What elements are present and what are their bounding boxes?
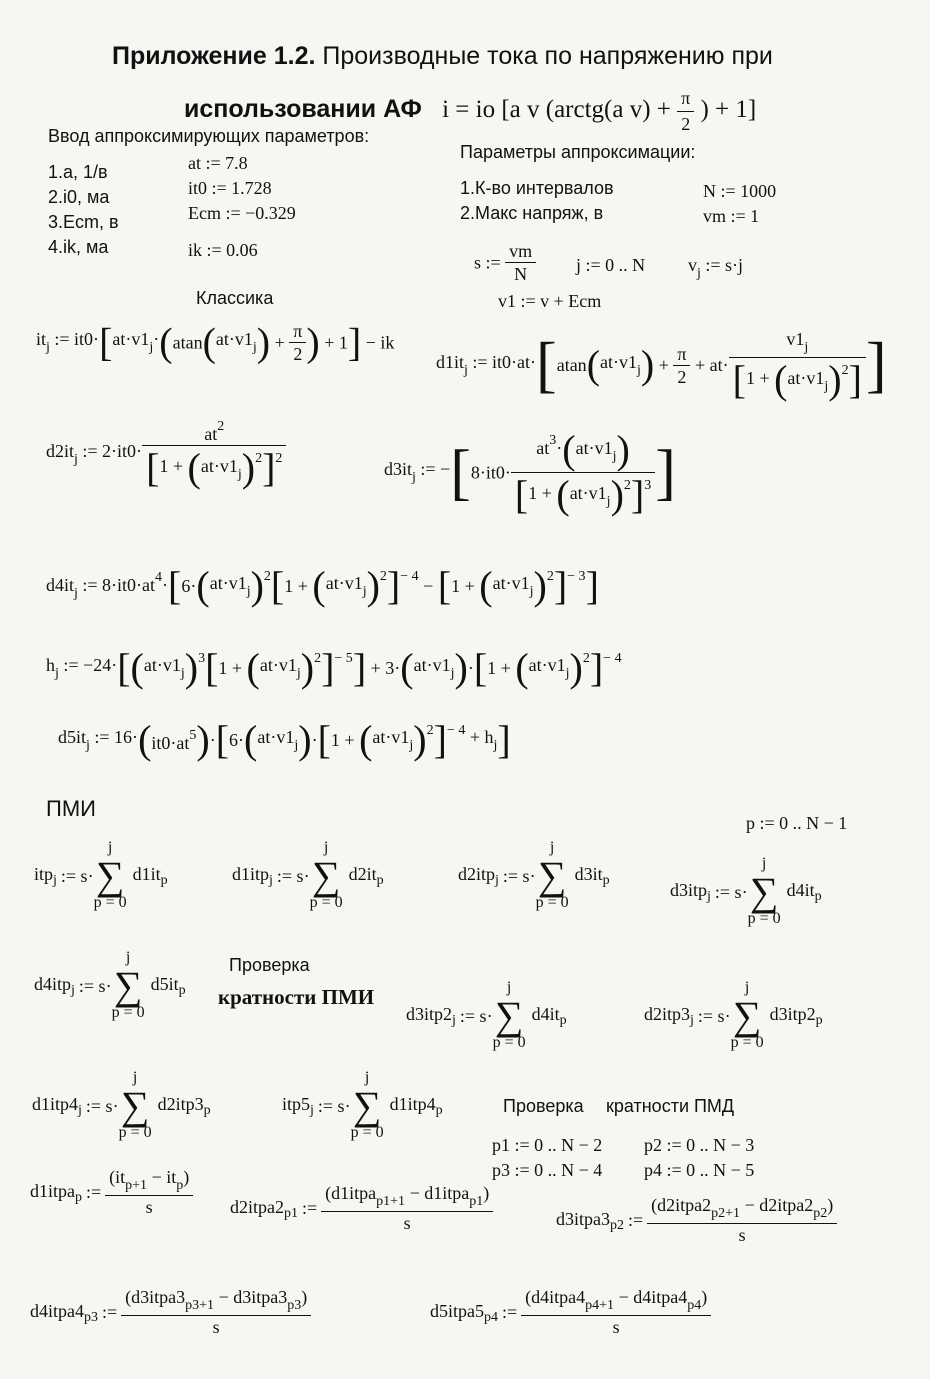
sigma-operator — [351, 1070, 384, 1142]
pmi-heading: ПМИ — [46, 796, 96, 821]
sum-arg: d2it — [348, 864, 377, 885]
diff-lhs-wrap — [430, 1299, 498, 1325]
sum-lower: p = 0 — [535, 893, 569, 911]
diff-num-a: (d4itpa4 — [525, 1287, 586, 1307]
sum-arg: d1it — [132, 864, 161, 885]
sum-lhs-sub: j — [269, 873, 273, 889]
diff-formula — [430, 1288, 711, 1336]
diff-num-b-sub: p2 — [813, 1206, 828, 1221]
diff-formula — [230, 1184, 493, 1232]
sum-lhs-wrap — [282, 1092, 314, 1119]
diff-assign: := — [102, 1302, 118, 1322]
approx-value: N := 1000 — [703, 181, 777, 201]
sum-arg-sub: p — [815, 1013, 823, 1029]
check2-label: Проверка — [503, 1096, 584, 1116]
sum-lhs-wrap — [644, 1002, 694, 1029]
sum-arg-sub: p — [814, 889, 822, 905]
approx-value: vm := 1 — [703, 206, 760, 226]
sum-formula — [458, 840, 610, 912]
two: 2 — [677, 111, 694, 135]
sigma-symbol: ∑ — [352, 1082, 382, 1128]
sum-lhs-sub: j — [53, 873, 57, 889]
sum-lhs-sub: j — [495, 873, 499, 889]
title-af: использовании АФ — [184, 95, 422, 124]
diff-num-b-sub: p4 — [687, 1298, 702, 1313]
sum-assign: := s· — [60, 865, 94, 886]
diff-lhs-wrap — [30, 1179, 82, 1205]
sum-assign: := s· — [697, 1005, 731, 1026]
sum-arg-sub: p — [376, 873, 384, 889]
sum-lhs: d2itp3 — [644, 1004, 691, 1025]
input-label: 1.a, 1/в — [48, 162, 108, 182]
diff-num-close: ) — [183, 1167, 190, 1187]
diff-num-a-sub: p3+1 — [185, 1298, 215, 1313]
sum-formula — [34, 840, 168, 912]
diff-lhs-wrap — [230, 1195, 298, 1221]
sigma-operator — [112, 950, 145, 1022]
sum-arg: d4it — [531, 1004, 560, 1025]
check1-text: кратности ПМИ — [218, 985, 375, 1009]
sum-assign: := s· — [317, 1095, 351, 1116]
diff-num-a: (d2itpa2 — [651, 1195, 712, 1215]
diff-lhs: d1itpa — [30, 1180, 75, 1201]
diff-lhs: d3itpa3 — [556, 1208, 610, 1229]
s-num: vm — [509, 241, 533, 261]
diff-num-a-sub: p+1 — [125, 1178, 148, 1193]
diff-num-a: (d1itpa — [325, 1183, 377, 1203]
sum-arg-wrap — [132, 862, 168, 889]
diff-assign: := — [86, 1182, 102, 1202]
title-formula: i = io [a v (arctg(a v) + — [442, 96, 671, 124]
p2-range: p2 := 0 .. N − 3 — [644, 1135, 755, 1155]
sum-arg: d3it — [574, 864, 603, 885]
sum-arg-sub: p — [178, 983, 186, 999]
check2-text: кратности ПМД — [606, 1096, 735, 1116]
diff-num-b: − d4itpa4 — [614, 1287, 688, 1307]
diff-formula — [30, 1168, 193, 1216]
sum-upper: j — [323, 839, 329, 856]
sum-lhs-sub: j — [707, 889, 711, 905]
sigma-symbol: ∑ — [113, 962, 143, 1008]
sum-arg: d3itp2 — [769, 1004, 816, 1025]
p1-range: p1 := 0 .. N − 2 — [492, 1135, 603, 1155]
d5it-formula: $d5it_j$ := $16\cdot(it0\cdot at^5)\cdot[6\cdot(at\cdot v1_j)\cdot[1 + (at\cdot v1_j)^2]^{- 4} + h_j]$ — [58, 717, 511, 762]
diff-num-a: (d3itpa3 — [125, 1287, 186, 1307]
diff-num-a-sub: p1+1 — [376, 1194, 406, 1209]
d4it-formula: $d4it_j$ := $8\cdot it0\cdot at^4\cdot[6\cdot(at\cdot v1_j)^2[1 + (at\cdot v1_j)^2]^{- 4} - [1 + (at\cdot v1_j)^2]^{- 3}]$ — [46, 563, 599, 608]
diff-denominator: s — [121, 1315, 311, 1336]
sum-lhs: d3itp — [670, 880, 708, 901]
diff-numerator — [321, 1184, 493, 1211]
title-rest: Производные тока по напряжению при — [322, 42, 773, 70]
approx-label: 1.К-во интервалов — [460, 178, 614, 198]
page-title — [112, 42, 773, 71]
sum-lower: p = 0 — [111, 1003, 145, 1021]
sum-arg: d4it — [786, 880, 815, 901]
p-range: p := 0 .. N − 1 — [746, 813, 848, 833]
title-bold: Приложение 1.2. — [112, 42, 316, 70]
sum-lhs-wrap — [34, 862, 57, 889]
diff-lhs-sub: p4 — [484, 1309, 498, 1325]
sum-lhs-wrap — [32, 1092, 82, 1119]
s-definition — [474, 242, 536, 283]
sum-lhs-wrap — [670, 878, 711, 905]
v-lhs: v — [688, 255, 697, 275]
sum-lhs: itp — [34, 864, 54, 885]
diff-numerator — [647, 1196, 837, 1223]
sum-lhs-wrap — [34, 972, 75, 999]
sum-lhs-sub: j — [71, 983, 75, 999]
s-fraction — [505, 242, 536, 283]
sum-arg-wrap — [531, 1002, 567, 1029]
title-pi-over-2 — [677, 88, 694, 135]
v-rhs: := s·j — [705, 255, 744, 275]
input-value: it0 := 1.728 — [188, 178, 272, 198]
sum-formula — [232, 840, 384, 912]
sum-lhs-wrap — [232, 862, 273, 889]
sum-arg: d1itp4 — [389, 1094, 436, 1115]
diff-num-close: ) — [827, 1195, 834, 1215]
sum-assign: := s· — [276, 865, 310, 886]
h-formula: $h_j$ := $-24\cdot[(at\cdot v1_j)^3[1 + (at\cdot v1_j)^2]^{- 5}] + 3\cdot(at\cdot v1_j)\cdot[1 + (at\cdot v1_j)^2]^{- 4}$ — [46, 645, 622, 690]
sum-lower: p = 0 — [350, 1123, 384, 1141]
sigma-operator — [310, 840, 343, 912]
sum-arg-wrap — [786, 878, 822, 905]
diff-fraction — [521, 1288, 711, 1336]
p3-range: p3 := 0 .. N − 4 — [492, 1160, 603, 1180]
input-value: Ecm := −0.329 — [188, 203, 296, 223]
sigma-symbol: ∑ — [95, 852, 125, 898]
sum-arg-wrap — [574, 862, 610, 889]
sum-upper: j — [506, 979, 512, 996]
sum-arg-sub: p — [435, 1103, 443, 1119]
diff-assign: := — [628, 1210, 644, 1230]
diff-lhs-wrap — [30, 1299, 98, 1325]
sum-arg-wrap — [157, 1092, 211, 1119]
diff-lhs: d2itpa2 — [230, 1196, 284, 1217]
j-range: j := 0 .. N — [576, 255, 646, 275]
diff-num-b: − d2itpa2 — [740, 1195, 814, 1215]
diff-assign: := — [502, 1302, 518, 1322]
input-label: 2.i0, ма — [48, 187, 110, 207]
sum-lhs-wrap — [458, 862, 499, 889]
approx-label: 2.Макс напряж, в — [460, 203, 604, 223]
sigma-operator — [748, 856, 781, 928]
sigma-operator — [94, 840, 127, 912]
sum-arg-wrap — [150, 972, 186, 999]
title-tail: ) + 1] — [700, 96, 757, 124]
approx-heading: Параметры аппроксимации: — [460, 142, 696, 162]
sum-lhs-wrap — [406, 1002, 456, 1029]
check1-label: Проверка — [229, 955, 310, 975]
sum-upper: j — [125, 949, 131, 966]
diff-fraction — [321, 1184, 493, 1232]
p4-range: p4 := 0 .. N − 5 — [644, 1160, 755, 1180]
sigma-symbol: ∑ — [494, 992, 524, 1038]
sum-lhs: d1itp — [232, 864, 270, 885]
diff-lhs-sub: p1 — [284, 1205, 298, 1221]
sum-lhs: d4itp — [34, 974, 72, 995]
sum-assign: := s· — [78, 975, 112, 996]
sum-lhs: d3itp2 — [406, 1004, 453, 1025]
diff-denominator: s — [647, 1223, 837, 1244]
sum-formula — [282, 1070, 443, 1142]
diff-num-a-sub: p2+1 — [711, 1206, 741, 1221]
sum-arg-wrap — [769, 1002, 823, 1029]
sum-arg-sub: p — [203, 1103, 211, 1119]
diff-num-b-sub: p1 — [469, 1194, 484, 1209]
diff-lhs: d4itpa4 — [30, 1300, 84, 1321]
sigma-operator — [119, 1070, 152, 1142]
sum-formula — [32, 1070, 211, 1142]
sigma-symbol: ∑ — [537, 852, 567, 898]
d1it-formula: $d1it_j$ := $it0\cdot at\cdot[atan(at\cdot v1_j)$ + $\frac{\pi}{2}$ + at· $\frac{v1_j}{[1 + (at\cdot v1_j)^2]}$ ] — [436, 329, 887, 402]
sigma-symbol: ∑ — [120, 1082, 150, 1128]
sum-arg-wrap — [348, 862, 384, 889]
diff-denominator: s — [521, 1315, 711, 1336]
sum-upper: j — [364, 1069, 370, 1086]
diff-num-close: ) — [701, 1287, 708, 1307]
diff-denominator: s — [105, 1195, 193, 1216]
diff-numerator — [121, 1288, 311, 1315]
sigma-symbol: ∑ — [311, 852, 341, 898]
diff-num-a: (it — [109, 1167, 126, 1187]
sum-lower: p = 0 — [747, 909, 781, 927]
sum-upper: j — [107, 839, 113, 856]
sum-upper: j — [549, 839, 555, 856]
sum-arg: d2itp3 — [157, 1094, 204, 1115]
diff-lhs-sub: p — [75, 1189, 82, 1205]
sum-assign: := s· — [714, 881, 748, 902]
d3it-formula: $d3it_j$ := −[8·it0· $\frac{at^3\cdot(at\cdot v1_j)}{[1 + (at\cdot v1_j)^2]^3}$ ] — [384, 427, 676, 517]
sum-arg: d5it — [150, 974, 179, 995]
classic-heading: Классика — [196, 288, 274, 308]
s-den: N — [505, 262, 536, 283]
input-heading: Ввод аппроксимирующих параметров: — [48, 126, 370, 146]
sigma-operator — [731, 980, 764, 1052]
diff-num-close: ) — [301, 1287, 308, 1307]
sigma-symbol: ∑ — [749, 868, 779, 914]
pi: π — [681, 88, 691, 108]
sum-lower: p = 0 — [730, 1033, 764, 1051]
input-value: at := 7.8 — [188, 153, 248, 173]
sum-formula — [406, 980, 567, 1052]
sigma-operator — [493, 980, 526, 1052]
input-label: 4.ik, ма — [48, 237, 109, 257]
v-sub: j — [697, 266, 701, 281]
diff-num-b: − d3itpa3 — [214, 1287, 288, 1307]
diff-denominator: s — [321, 1211, 493, 1232]
diff-assign: := — [302, 1198, 318, 1218]
diff-fraction — [647, 1196, 837, 1244]
sum-upper: j — [744, 979, 750, 996]
sum-lhs-sub: j — [78, 1103, 82, 1119]
sum-lhs-sub: j — [690, 1013, 694, 1029]
diff-lhs-wrap — [556, 1207, 624, 1233]
sum-lhs: d2itp — [458, 864, 496, 885]
sum-formula — [34, 950, 186, 1022]
sum-lhs-sub: j — [310, 1103, 314, 1119]
diff-fraction — [121, 1288, 311, 1336]
sum-lhs-sub: j — [452, 1013, 456, 1029]
sum-assign: := s· — [85, 1095, 119, 1116]
d2it-formula: $d2it_j$ := 2·it0· $\frac{at^2}{[1 + (at\cdot v1_j)^2]^2}$ — [46, 420, 286, 488]
sum-lhs: d1itp4 — [32, 1094, 79, 1115]
diff-num-b: − it — [147, 1167, 177, 1187]
sum-lower: p = 0 — [118, 1123, 152, 1141]
sum-upper: j — [761, 855, 767, 872]
diff-numerator — [105, 1168, 193, 1195]
sum-arg-sub: p — [602, 873, 610, 889]
diff-fraction — [105, 1168, 193, 1216]
diff-num-b-sub: p3 — [287, 1298, 302, 1313]
diff-numerator — [521, 1288, 711, 1315]
diff-lhs-sub: p3 — [84, 1309, 98, 1325]
diff-formula — [30, 1288, 311, 1336]
it-formula: $it_j$ := $it0\cdot[at\cdot v1_j\cdot(atan(at\cdot v1_j)$ + $\frac{\pi}{2}$ ) + 1] − ik — [36, 319, 395, 365]
diff-num-close: ) — [483, 1183, 490, 1203]
sum-arg-sub: p — [160, 873, 168, 889]
sum-assign: := s· — [502, 865, 536, 886]
input-label: 3.Ecm, в — [48, 212, 119, 232]
diff-num-b-sub: p — [176, 1178, 184, 1193]
sum-lower: p = 0 — [309, 893, 343, 911]
diff-num-a-sub: p4+1 — [585, 1298, 615, 1313]
sum-formula — [644, 980, 823, 1052]
sum-formula — [670, 856, 822, 928]
sum-upper: j — [132, 1069, 138, 1086]
input-value: ik := 0.06 — [188, 240, 258, 260]
sigma-symbol: ∑ — [732, 992, 762, 1038]
v-definition — [688, 256, 743, 281]
sum-arg-wrap — [389, 1092, 443, 1119]
diff-lhs-sub: p2 — [610, 1217, 624, 1233]
sum-lower: p = 0 — [492, 1033, 526, 1051]
v1-definition: v1 := v + Ecm — [498, 291, 602, 311]
sum-lower: p = 0 — [93, 893, 127, 911]
sum-assign: := s· — [459, 1005, 493, 1026]
diff-num-b: − d1itpa — [405, 1183, 470, 1203]
diff-formula — [556, 1196, 837, 1244]
sigma-operator — [536, 840, 569, 912]
diff-lhs: d5itpa5 — [430, 1300, 484, 1321]
s-lhs: s := — [474, 252, 501, 273]
sum-lhs: itp5 — [282, 1094, 311, 1115]
sum-arg-sub: p — [559, 1013, 567, 1029]
